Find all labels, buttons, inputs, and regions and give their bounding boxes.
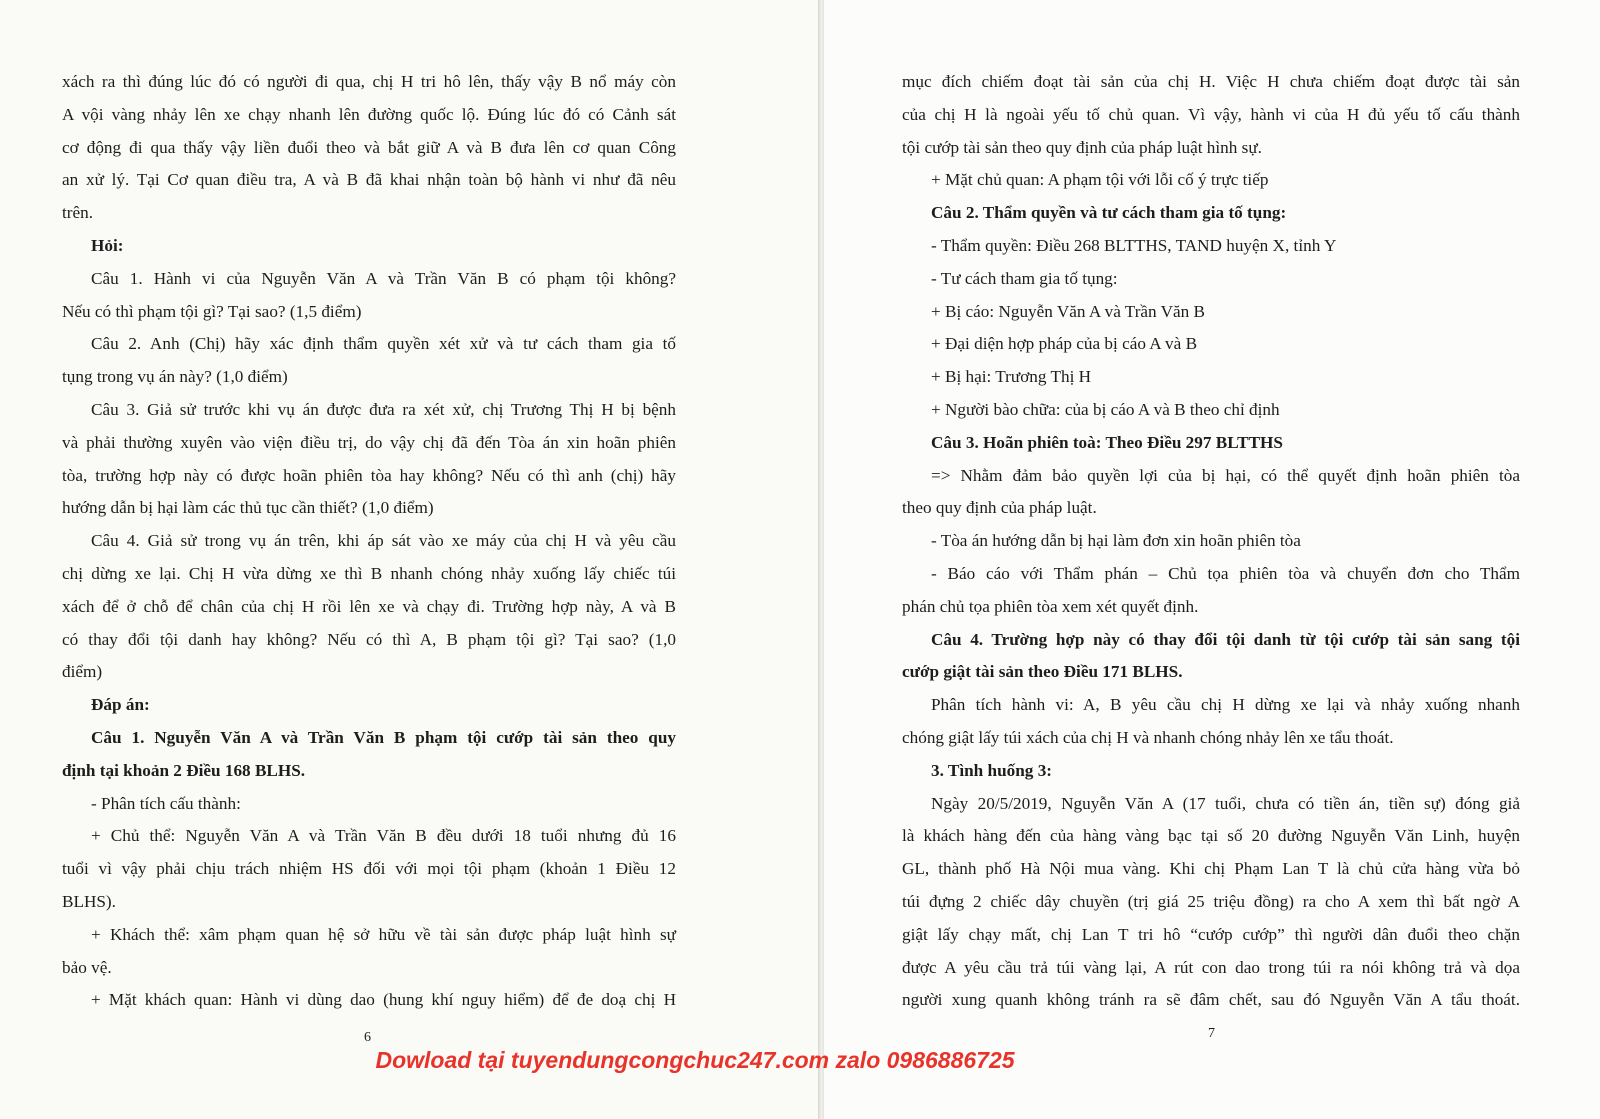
text-line: chị dừng xe lại. Chị H vừa dừng xe thì B nhanh chóng nhảy xuống lấy chiếc túi — [62, 563, 676, 583]
text-line: định tại khoản 2 Điều 168 BLHS. — [62, 760, 306, 780]
text-line: + Mặt khách quan: Hành vi dùng dao (hung khí nguy hiểm) để đe doạ chị H — [91, 990, 676, 1010]
right-page-text — [902, 66, 1520, 1017]
right-page — [824, 0, 1600, 1119]
text-line: an xử lý. Tại Cơ quan điều tra, A và B đã khai nhận toàn bộ hành vi như đã nêu — [62, 170, 676, 190]
text-line: - Báo cáo với Thẩm phán – Chủ tọa phiên tòa và chuyển đơn cho Thẩm — [931, 563, 1520, 583]
text-line: người xung quanh không tránh ra sẽ đâm chết, sau đó Nguyễn Văn A tẩu thoát. — [902, 990, 1520, 1010]
text-line: => Nhằm đảm bảo quyền lợi của bị hại, có thể quyết định hoãn phiên tòa — [931, 465, 1520, 485]
download-watermark: Dowload tại tuyendungcongchuc247.com zalo 0986886725 — [375, 1047, 1015, 1073]
text-line: Hỏi: — [91, 235, 124, 255]
text-line: Câu 1. Hành vi của Nguyễn Văn A và Trần Văn B có phạm tội không? — [91, 268, 676, 288]
text-line: Phân tích hành vi: A, B yêu cầu chị H dừng xe lại và nhảy xuống nhanh — [931, 695, 1520, 715]
text-line: xách để ở chỗ để chân của chị H rồi lên xe và chạy đi. Trường hợp này, A và B — [62, 596, 676, 616]
text-line: Câu 2. Anh (Chị) hãy xác định thẩm quyền xét xử và tư cách tham gia tố — [91, 334, 676, 354]
text-line: phán chủ tọa phiên tòa xem xét quyết định. — [902, 596, 1199, 616]
text-line: A vội vàng nhảy lên xe chạy nhanh lên đường quốc lộ. Đúng lúc đó có Cảnh sát — [62, 104, 676, 124]
text-line: xách ra thì đúng lúc đó có người đi qua, chị H tri hô lên, thấy vậy B nổ máy còn — [62, 72, 676, 91]
text-line: có thay đổi tội danh hay không? Nếu có thì A, B phạm tội gì? Tại sao? (1,0 — [62, 629, 676, 649]
text-line: Câu 3. Giả sử trước khi vụ án được đưa ra xét xử, chị Trương Thị H bị bệnh — [91, 399, 676, 419]
text-line: + Người bào chữa: của bị cáo A và B theo chỉ định — [931, 399, 1280, 419]
text-line: tội cướp tài sản theo quy định của pháp luật hình sự. — [902, 137, 1262, 157]
text-line: bảo vệ. — [62, 957, 112, 977]
text-line: tuổi vì vậy phải chịu trách nhiệm HS đối với mọi tội phạm (khoản 1 Điều 12 — [62, 859, 676, 879]
text-line: Ngày 20/5/2019, Nguyễn Văn A (17 tuổi, chưa có tiền án, tiền sự) đóng giả — [931, 793, 1520, 813]
text-line: BLHS). — [62, 891, 116, 911]
text-line: + Mặt chủ quan: A phạm tội với lỗi cố ý trực tiếp — [931, 170, 1269, 190]
text-line: túi đựng 2 chiếc dây chuyền (trị giá 25 triệu đồng) ra cho A xem thì bất ngờ A — [902, 891, 1520, 911]
text-line: Đáp án: — [91, 695, 150, 715]
page-number: 6 — [364, 1030, 371, 1045]
text-line: + Bị hại: Trương Thị H — [931, 367, 1092, 387]
text-line: - Thẩm quyền: Điều 268 BLTTHS, TAND huyện X, tỉnh Y — [931, 235, 1337, 255]
text-line: + Bị cáo: Nguyễn Văn A và Trần Văn B — [931, 301, 1206, 321]
text-line: tụng trong vụ án này? (1,0 điểm) — [62, 367, 288, 387]
text-line: Câu 2. Thẩm quyền và tư cách tham gia tố tụng: — [931, 203, 1287, 223]
text-line: Câu 3. Hoãn phiên toà: Theo Điều 297 BLTTHS — [931, 432, 1283, 452]
left-page-text — [62, 66, 676, 1017]
text-line: theo quy định của pháp luật. — [902, 498, 1097, 518]
text-line: - Tòa án hướng dẫn bị hại làm đơn xin hoãn phiên tòa — [931, 531, 1301, 551]
text-line: Nếu có thì phạm tội gì? Tại sao? (1,5 điểm) — [62, 301, 362, 321]
text-line: trên. — [62, 203, 94, 223]
text-line: chóng giật lấy túi xách của chị H và nhanh chóng nhảy lên xe tẩu thoát. — [902, 727, 1394, 747]
text-line: Câu 4. Trường hợp này có thay đổi tội danh từ tội cướp tài sản sang tội — [931, 629, 1520, 649]
text-line: cơ động đi qua thấy vậy liền đuổi theo và bắt giữ A và B đưa lên cơ quan Công — [62, 137, 676, 157]
text-line: được A yêu cầu trả túi vàng lại, A rút con dao trong túi ra nói không trả và dọa — [902, 957, 1520, 977]
text-line: - Phân tích cấu thành: — [91, 793, 241, 813]
text-line: của chị H là ngoài yếu tố chủ quan. Vì vậy, hành vi của H đủ yếu tố cấu thành — [902, 104, 1520, 124]
text-line: + Chủ thể: Nguyễn Văn A và Trần Văn B đều dưới 18 tuổi nhưng đủ 16 — [91, 826, 676, 846]
text-line: Câu 1. Nguyễn Văn A và Trần Văn B phạm tội cướp tài sản theo quy — [91, 727, 676, 747]
text-line: giật lấy chạy mất, chị Lan T tri hô “cướp cướp” thì người dân đuổi theo chặn — [902, 924, 1520, 944]
text-line: mục đích chiếm đoạt tài sản của chị H. Việc H chưa chiếm đoạt được tài sản — [902, 72, 1520, 91]
text-line: hướng dẫn bị hại làm các thủ tục cần thiết? (1,0 điểm) — [62, 498, 434, 518]
text-line: là khách hàng đến của hàng vàng bạc tại số 20 đường Nguyễn Văn Linh, huyện — [902, 826, 1520, 846]
text-line: Câu 4. Giả sử trong vụ án trên, khi áp sát vào xe máy của chị H và yêu cầu — [91, 531, 676, 551]
text-line: + Khách thể: xâm phạm quan hệ sở hữu về tài sản được pháp luật hình sự — [91, 924, 676, 944]
text-line: GL, thành phố Hà Nội mua vàng. Khi chị Phạm Lan T là chủ cửa hàng vừa bỏ — [902, 859, 1520, 879]
text-line: tòa, trường hợp này có được hoãn phiên tòa hay không? Nếu có thì anh (chị) hãy — [62, 465, 676, 485]
text-line: 3. Tình huống 3: — [931, 760, 1053, 780]
text-line: cướp giật tài sản theo Điều 171 BLHS. — [902, 662, 1183, 682]
text-line: - Tư cách tham gia tố tụng: — [931, 268, 1118, 288]
page-number: 7 — [1208, 1026, 1215, 1041]
text-line: điểm) — [62, 662, 103, 682]
text-line: + Đại diện hợp pháp của bị cáo A và B — [931, 334, 1198, 354]
text-line: và phải thường xuyên vào viện điều trị, do vậy chị đã đến Tòa án xin hoãn phiên — [62, 432, 676, 452]
